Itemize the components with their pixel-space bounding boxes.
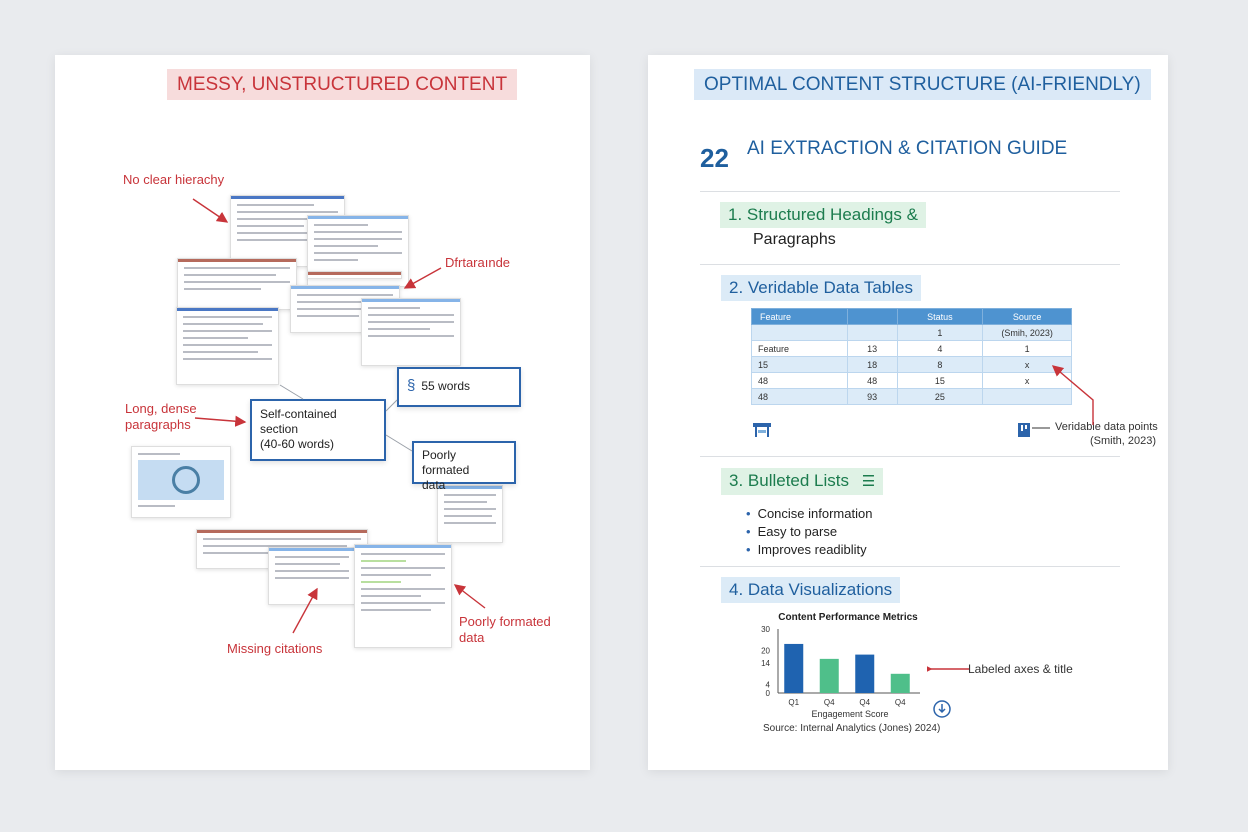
table-annotation-arrow — [648, 55, 1168, 770]
self-contained-line-2: (40-60 words) — [260, 437, 335, 451]
optimal-structure-panel — [648, 55, 1168, 770]
table-cell: x — [983, 373, 1072, 389]
table-cell: 4 — [897, 341, 983, 357]
table-cell: 8 — [897, 357, 983, 373]
table-header: Source — [983, 309, 1072, 325]
annotation-arrows — [55, 55, 590, 770]
poorly-formatted-line-2: data — [422, 478, 446, 492]
table-cell: 1 — [897, 325, 983, 341]
table-cell: 93 — [847, 389, 897, 405]
y-tick-label: 4 — [765, 680, 770, 690]
y-tick-label: 14 — [761, 659, 770, 669]
poorly-formatted-label-1: Poorly formated — [459, 614, 551, 629]
section-lists-text: 3. Bulleted Lists — [729, 471, 850, 490]
table-cell: 48 — [752, 389, 848, 405]
x-tick-label: Q4 — [823, 698, 835, 707]
messy-panel-title: MESSY, UNSTRUCTURED CONTENT — [167, 69, 517, 100]
x-tick-label: Q4 — [859, 698, 871, 707]
poorly-formatted-line-1: Poorly formated — [422, 448, 470, 477]
table-note-line-2: (Smith, 2023) — [1090, 435, 1157, 447]
list-item: • Concise information — [746, 505, 872, 523]
table-cell: 18 — [847, 357, 897, 373]
missing-citations-label: Missing citations — [227, 641, 323, 656]
section-headings-label-2: Paragraphs — [753, 231, 836, 248]
table-cell: (Smih, 2023) — [983, 325, 1072, 341]
table-cell: x — [983, 357, 1072, 373]
chart-note: Labeled axes & title — [968, 662, 1073, 676]
link-icon: § — [407, 377, 416, 394]
distractions-label: Dfrtaraınde — [445, 255, 511, 270]
guide-number: 22 — [700, 143, 729, 173]
table-cell: 13 — [847, 341, 897, 357]
section-headings-label: 1. Structured Headings & — [720, 202, 926, 228]
self-contained-line-1: Self-contained section — [260, 407, 337, 436]
optimal-panel-title: OPTIMAL CONTENT STRUCTURE (AI-FRIENDLY) — [694, 69, 1151, 100]
list-item: • Easy to parse — [746, 523, 872, 541]
table-cell: 25 — [897, 389, 983, 405]
table-cell: 1 — [983, 341, 1072, 357]
table-cell: 48 — [752, 373, 848, 389]
y-tick-label: 0 — [765, 689, 770, 698]
table-note-line-1: Veridable data points — [1055, 421, 1158, 433]
list-item: • Improves readiblity — [746, 541, 872, 559]
messy-content-panel — [55, 55, 590, 770]
table-cell: Feature — [752, 341, 848, 357]
table-cell: 48 — [847, 373, 897, 389]
table-header: Feature — [752, 309, 848, 325]
list-icon: ☰ — [861, 473, 876, 490]
guide-title: AI EXTRACTION & CITATION GUIDE — [747, 138, 1068, 159]
y-tick-label: 20 — [761, 646, 770, 656]
section-visualizations-label: 4. Data Visualizations — [721, 577, 900, 603]
chart-title: Content Performance Metrics — [778, 612, 918, 623]
y-tick-label: 30 — [761, 625, 770, 634]
x-tick-label: Q1 — [788, 698, 800, 707]
long-paragraphs-label-1: Long, dense — [125, 401, 197, 416]
table-header: Status — [897, 309, 983, 325]
word-count-text: 55 words — [421, 379, 471, 393]
long-paragraphs-label-2: paragraphs — [125, 417, 191, 432]
table-cell: 15 — [897, 373, 983, 389]
no-hierarchy-label: No clear hierachy — [123, 172, 225, 187]
chart-x-label: Engagement Score — [811, 709, 889, 719]
table-cell: 15 — [752, 357, 848, 373]
section-tables-label: 2. Veridable Data Tables — [721, 275, 921, 301]
x-tick-label: Q4 — [894, 698, 906, 707]
poorly-formatted-label-2: data — [459, 630, 485, 645]
chart-source: Source: Internal Analytics (Jones) 2024) — [763, 723, 941, 734]
